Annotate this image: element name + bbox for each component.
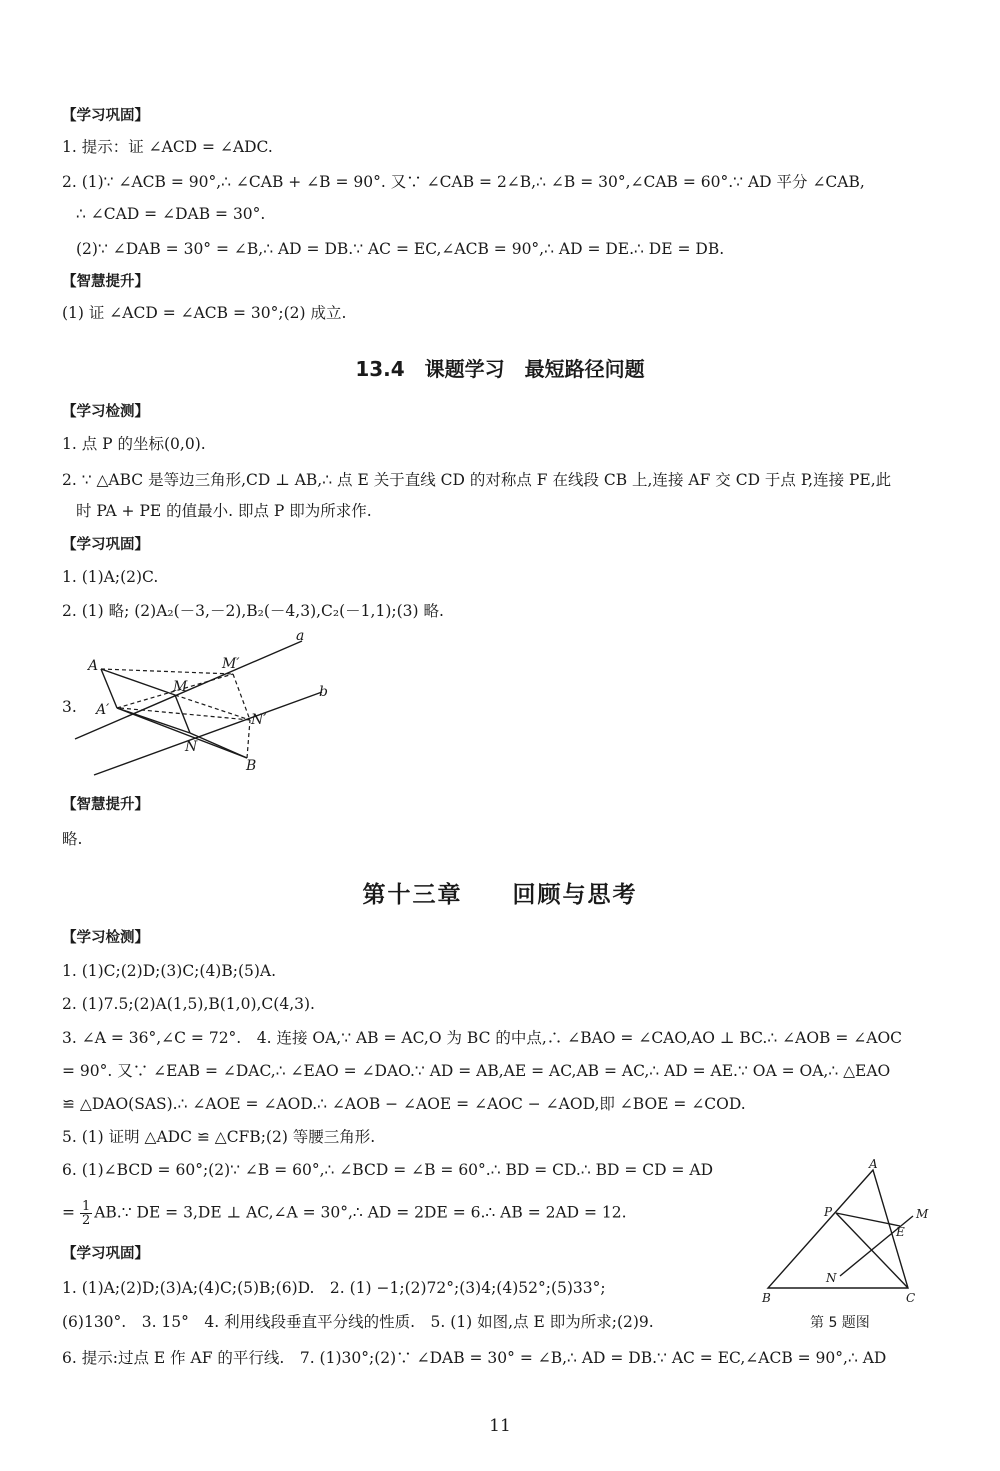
heading-consolidate-3: 【学习巩固】 (62, 1246, 149, 1262)
answer-line: ∴ ∠CAD = ∠DAB = 30°. (76, 205, 266, 223)
label-N: N (826, 1271, 837, 1285)
fraction-numerator: 1 (81, 1199, 91, 1214)
label-P: P (824, 1205, 833, 1219)
label-A: A (88, 658, 99, 674)
answer-line: (1) 证 ∠ACD = ∠ACB = 30°;(2) 成立. (62, 304, 347, 322)
label-A-prime: A′ (96, 702, 110, 718)
answer-text: AB.∵ DE = 3,DE ⊥ AC,∠A = 30°,∴ AD = 2DE = 6.∴ AB = 2AD = 12. (94, 1203, 627, 1222)
answer-line: 1. (1)A;(2)D;(3)A;(4)C;(5)B;(6)D. 2. (1) −1;(2)72°;(3)4;(4)52°;(5)33°; (62, 1279, 606, 1297)
answer-line-fraction (62, 1200, 627, 1227)
answer-line: 2. (1)7.5;(2)A(1,5),B(1,0),C(4,3). (62, 995, 315, 1013)
heading-improve-2: 【智慧提升】 (62, 797, 149, 813)
heading-consolidate-1: 【学习巩固】 (62, 108, 149, 124)
answer-line: 2. ∵ △ABC 是等边三角形,CD ⊥ AB,∴ 点 E 关于直线 CD 的对称点 F 在线段 CB 上,连接 AF 交 CD 于点 P,连接 PE,此 (62, 471, 892, 489)
figure-caption: 第 5 题图 (810, 1315, 870, 1331)
label-E: E (896, 1225, 905, 1239)
label-M: M (916, 1207, 929, 1221)
shortest-path-figure (70, 628, 340, 776)
answer-line: 2. (1) 略; (2)A₂(－3,－2),B₂(－4,3),C₂(－1,1);(3) 略. (62, 602, 444, 620)
segment-pe (836, 1213, 900, 1226)
answer-line: = 90°. 又∵ ∠EAB = ∠DAC,∴ ∠EAO = ∠DAO.∵ AD = AB,AE = AC,AB = AC,∴ AD = AE.∵ OA = OA,∴ △EAO (62, 1062, 891, 1080)
answer-line: 1. 提示：证 ∠ACD = ∠ADC. (62, 138, 273, 156)
label-b: b (319, 684, 328, 700)
heading-consolidate-2: 【学习巩固】 (62, 537, 149, 553)
triangle-figure (758, 1158, 938, 1308)
heading-check-3: 【学习检测】 (62, 930, 149, 946)
label-B: B (246, 758, 257, 774)
label-a: a (296, 628, 305, 644)
label-N-prime: N′ (251, 712, 267, 728)
answer-line: ≌ △DAO(SAS).∴ ∠AOE = ∠AOD.∴ ∠AOB − ∠AOE = ∠AOC − ∠AOD,即 ∠BOE = ∠COD. (62, 1095, 746, 1113)
answer-line: 时 PA + PE 的值最小. 即点 P 即为所求作. (76, 502, 372, 520)
chapter-title: 第十三章 回顾与思考 (362, 881, 638, 908)
section-title: 13.4 课题学习 最短路径问题 (355, 357, 645, 381)
fraction-denominator: 2 (81, 1213, 91, 1228)
label-N: N (185, 739, 198, 755)
answer-line: 2. (1)∵ ∠ACB = 90°,∴ ∠CAB + ∠B = 90°. 又∵ ∠CAB = 2∠B,∴ ∠B = 30°,∠CAB = 60°.∵ AD 平分 ∠CAB, (62, 173, 865, 191)
line-b (94, 692, 322, 775)
answer-line: 1. 点 P 的坐标(0,0). (62, 435, 206, 453)
page-number: 11 (489, 1416, 511, 1436)
heading-improve-1: 【智慧提升】 (62, 274, 149, 290)
triangle-abc (768, 1170, 908, 1288)
answer-line: (2)∵ ∠DAB = 30° = ∠B,∴ AD = DB.∵ AC = EC,∠ACB = 90°,∴ AD = DE.∴ DE = DB. (76, 240, 725, 258)
label-C: C (906, 1291, 916, 1305)
label-M: M (173, 679, 188, 695)
answer-line: 5. (1) 证明 △ADC ≌ △CFB;(2) 等腰三角形. (62, 1128, 376, 1146)
heading-check-2: 【学习检测】 (62, 404, 149, 420)
answer-line: 6. (1)∠BCD = 60°;(2)∵ ∠B = 60°,∴ ∠BCD = ∠B = 60°.∴ BD = CD.∴ BD = CD = AD (62, 1161, 714, 1179)
answer-line: 1. (1)C;(2)D;(3)C;(4)B;(5)A. (62, 962, 277, 980)
figure-number: 3. (62, 698, 77, 716)
answer-line: 1. (1)A;(2)C. (62, 568, 159, 586)
answer-line: 略. (62, 830, 83, 848)
label-B: B (762, 1291, 771, 1305)
fraction-one-half (80, 1200, 92, 1227)
answer-line: (6)130°. 3. 15° 4. 利用线段垂直平分线的性质. 5. (1) 如图,点 E 即为所求;(2)9. (62, 1313, 654, 1331)
answer-line: 3. ∠A = 36°,∠C = 72°. 4. 连接 OA,∵ AB = AC,O 为 BC 的中点,∴ ∠BAO = ∠CAO,AO ⊥ BC.∴ ∠AOB = ∠AOC (62, 1029, 903, 1047)
label-A: A (869, 1158, 878, 1171)
answer-line: 6. 提示:过点 E 作 AF 的平行线. 7. (1)30°;(2)∵ ∠DAB = 30° = ∠B,∴ AD = DB.∵ AC = EC,∠ACB = 90°,∴ AD (62, 1349, 887, 1367)
equals-sign: = (62, 1203, 75, 1222)
label-M-prime: M′ (222, 656, 240, 672)
